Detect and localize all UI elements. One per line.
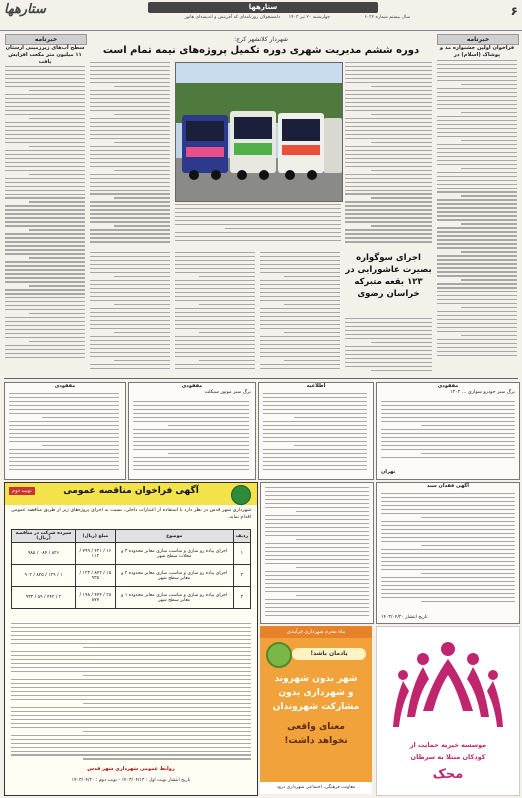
col-amount: مبلغ (ریال) [76,530,116,543]
col-row: ردیف [233,530,250,543]
section-title: ستارهها [248,3,278,11]
cell-deposit: ۸۲۶ / ۰۸۴ / ۹۸۵ [12,543,76,565]
notice-right-title: مفقودی [437,383,459,389]
notice-bottom-mid [260,482,374,624]
tender-table-wrap [11,529,251,609]
notice-bottom-mid-body [265,487,369,619]
tender-dates: تاریخ انتشار نوبت اول : ۱۴۰۳/۰۴/۱۳ - نوبت دوم : ۱۴۰۳/۰۴/۲۰ [71,778,191,783]
cell-amount: ۱۶ / ۴۲۱ / ۷۹۹ / ۱۱۲ [76,543,116,565]
left-sidebar-label: خبرنامه [5,34,87,45]
notice-bottom-right-sign: تاریخ انتشار ۱۴۰۳/۰۴/۲۰ [381,615,428,620]
main-story-left-column [90,62,170,247]
notice-right-label: تهران [381,469,396,475]
notice-center [258,382,374,480]
poster-line1: شهر بدون شهروند [274,674,358,684]
col-deposit: سپرده شرکت در مناقصه (ریال) [12,530,76,543]
tender-footer: روابط عمومی شهرداری شهر قدس [87,766,175,772]
bus-photo [175,62,343,202]
ashura-body [345,318,432,374]
mahak-line2: کودکان مبتلا به سرطان [410,753,486,761]
left-sidebar-title: سطح آب‌های زیرزمینی ارستان ۱۱ میلیون متر مکعب افزایش یافت [5,45,85,65]
masthead-issue: سال بیستم شماره ۶۰۳۲ [364,15,410,20]
notice-mid-title: مفقودی [181,383,203,389]
tender-emblem-icon [231,485,251,505]
notice-bottom-right-title: آگهی فقدان سند [426,483,470,489]
masthead-tagline: دلمشغولان روزنامه‌ای که آفرینش و اندیشه‌ای هاتور [184,15,280,20]
tender-title: آگهی فراخوان مناقصه عمومی [63,486,199,496]
notice-mid [128,382,256,480]
cell-subject: اجرای پیاده رو سازی و مناسب سازی معابر محدوده ۳ و محلات سطح شهر [115,543,233,565]
cell-row: ۳ [233,587,250,609]
tender-conditions [11,623,251,763]
mahak-line1: موسسه خیریه حمایت از [409,741,487,749]
main-headline: دوره ششم مدیریت شهری دوره تکمیل پروژه‌های نیمه تمام است [102,45,420,56]
notice-left-title: مفقودی [54,383,76,389]
tender-header [5,483,257,505]
notice-bottom-right [376,482,520,624]
cell-deposit: ۱ / ۱۲۹ / ۸۲۵ / ۹۰۲ [12,565,76,587]
civic-poster [260,626,372,794]
notice-right-lines [381,401,515,461]
table-row [12,565,251,587]
notice-right-body: برگ سبز خودرو سواری ... ۱۴۰۲ [449,390,515,395]
poster-line5: نخواهد داشت! [284,736,348,746]
tender-ribbon: نوبت دوم [9,487,35,495]
right-sidebar-label: خبرنامه [437,34,519,45]
notice-mid-body-first: برگ سبز موتور سیکلت [204,390,251,395]
notice-center-body [263,393,367,473]
notice-left [4,382,126,480]
tender-box [4,482,258,796]
notice-right [376,382,520,480]
masthead-date: چهارشنبه ۲۰ تیر ۱۴۰۳ [288,15,330,20]
poster-line4: معنای واقعی [287,722,345,732]
divider [4,378,518,379]
table-row [12,587,251,609]
main-story-right-column [345,62,432,247]
masthead-logo: ستارهها [4,2,46,17]
table-row [12,543,251,565]
notice-left-body [9,393,119,473]
story-bottom-col1 [90,252,170,374]
cell-row: ۲ [233,565,250,587]
cell-deposit: ۲ / ۴۴۲ / ۵۹ / ۹۳۳ [12,587,76,609]
mahak-logo-icon [377,631,519,741]
poster-line3: مشارکت شهروندان [272,702,360,712]
right-sidebar-title: فراخوان اولین جشنواره مد و پوشاک (اسلام) در [439,45,515,58]
ashura-headline: اجرای سوگواره بصیرت عاشورایی در ۱۲۳ بقعه متبرکه خراسان رضوی [345,253,432,299]
poster-badge: یادمان باشد! [292,648,366,660]
notice-center-title: اطلاعیه [306,383,326,389]
poster-line2: و شهرداری بدون [278,688,354,698]
masthead [0,0,522,31]
story-bottom-col2 [175,252,255,374]
cell-amount: ۱۵ / ۸۴۲ / ۱۲۳ / ۹۳۵ [76,565,116,587]
tender-intro: شهرداری شهر قدس در نظر دارد با استفاده از اعتبارات داخلی، نسبت به اجرای پروژه‌های زیر از طریق مناقصه عمومی اقدام نماید. [11,508,251,520]
notice-bottom-right-body [381,493,515,605]
poster-emblem-icon [266,642,292,668]
main-kicker: شهردار کلانشهر کرج: [234,36,288,43]
left-sidebar-body [5,66,85,366]
right-sidebar-body [437,60,517,360]
section-title-bar [148,2,378,13]
tender-table [11,529,251,609]
cell-row: ۱ [233,543,250,565]
cell-subject: اجرای پیاده رو سازی و مناسب سازی معابر محدوده ۱ و معابر سطح شهر [115,587,233,609]
story-bottom-col3 [260,252,340,374]
page-number: ۶ [510,4,518,18]
mahak-ad [376,626,520,796]
cell-subject: اجرای پیاده رو سازی و مناسب سازی معابر محدوده ۲ و معابر سطح شهر [115,565,233,587]
cell-amount: ۲۸ / ۴۴۴ / ۱۹۸ / ۸۷۷ [76,587,116,609]
photo-caption [175,204,341,246]
poster-top-banner: ماه محرم شهرداری فرآیندی [260,626,372,638]
mahak-name: محک [432,767,464,782]
col-subject: موضوع [115,530,233,543]
poster-footer: معاونت فرهنگی، اجتماعی شهرداری درود [260,782,372,794]
notice-mid-body [133,401,249,475]
tender-table-head [12,530,251,543]
